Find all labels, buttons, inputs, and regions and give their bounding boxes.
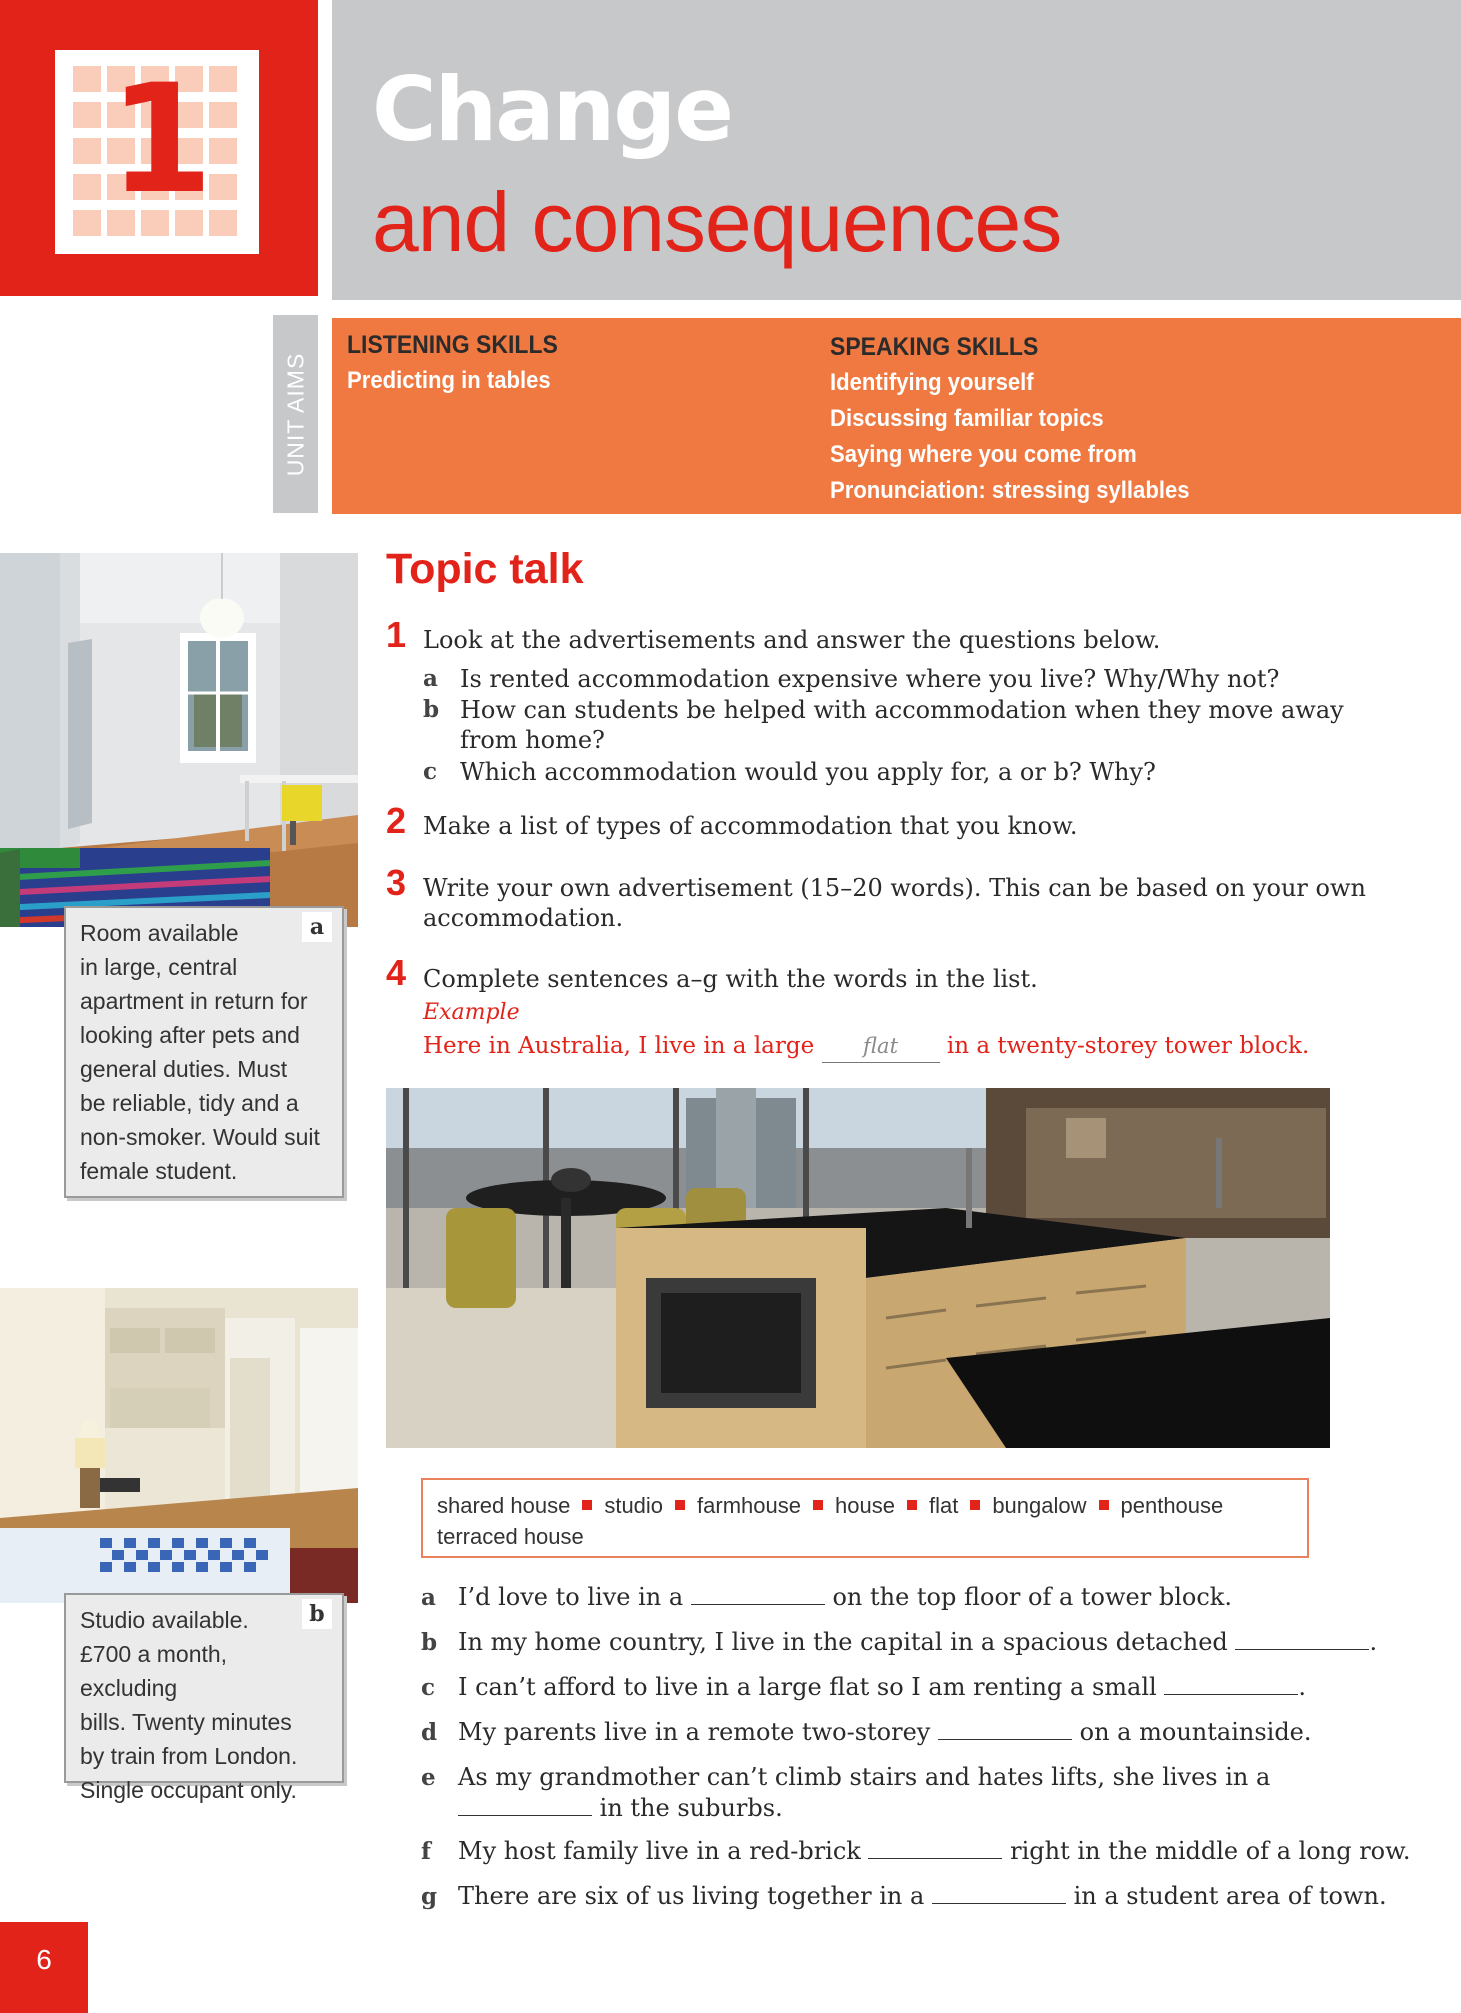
- answer-blank[interactable]: [868, 1840, 1002, 1859]
- bullet-square-icon: [907, 1500, 917, 1510]
- fill-sentence: [458, 1836, 1410, 1867]
- room-photo: [0, 553, 358, 927]
- sentence-after: right in the middle of a long row.: [1010, 1837, 1411, 1865]
- item-letter: a: [423, 665, 438, 692]
- advertisement-a: [64, 906, 344, 1198]
- ad-letter: b: [302, 1599, 332, 1629]
- sentence-after: on a mountainside.: [1079, 1718, 1312, 1746]
- answer-blank[interactable]: [938, 1721, 1072, 1740]
- listening-item: Predicting in tables: [347, 367, 551, 394]
- speaking-item: Discussing familiar topics: [830, 405, 1104, 432]
- word-item: penthouse: [1120, 1493, 1224, 1518]
- answer-blank[interactable]: [932, 1885, 1066, 1904]
- ad-line: Single occupant only.: [80, 1777, 297, 1803]
- fill-sentence: [458, 1881, 1387, 1912]
- sentence-before: In my home country, I live in the capital in a spacious detached: [458, 1628, 1228, 1656]
- example-after: in a twenty-storey tower block.: [946, 1033, 1310, 1059]
- ad-line: bills. Twenty minutes: [80, 1709, 292, 1735]
- example-answer: flat: [822, 1034, 940, 1063]
- word-item: flat: [928, 1493, 959, 1518]
- speaking-item: Identifying yourself: [830, 369, 1034, 396]
- question-text: Which accommodation would you apply for, a or b? Why?: [460, 758, 1156, 786]
- exercise-instruction: Make a list of types of accommodation that you know.: [423, 812, 1078, 840]
- sentence-before: My parents live in a remote two-storey: [458, 1718, 931, 1746]
- fill-sentence: [458, 1627, 1377, 1658]
- word-list-box: [421, 1478, 1309, 1558]
- sentence-before: There are six of us living together in a: [458, 1882, 925, 1910]
- answer-blank[interactable]: [1164, 1676, 1298, 1695]
- ad-line: apartment in return for: [80, 988, 308, 1014]
- kitchen-photo: [386, 1088, 1330, 1448]
- fill-sentence: [458, 1717, 1312, 1748]
- exercise-instruction: Write your own advertisement (15–20 words). This can be based on your own: [423, 874, 1366, 902]
- item-letter: c: [421, 1674, 436, 1701]
- ad-line: be reliable, tidy and a: [80, 1090, 299, 1116]
- unit-aims-label-wrap: [273, 315, 318, 513]
- ad-line: £700 a month, excluding: [80, 1641, 228, 1701]
- word-item: bungalow: [992, 1493, 1087, 1518]
- sentence-after: in a student area of town.: [1073, 1882, 1387, 1910]
- sentence-before: My host family live in a red-brick: [458, 1837, 861, 1865]
- example-before: Here in Australia, I live in a large: [423, 1033, 815, 1059]
- fill-sentence: [458, 1582, 1232, 1613]
- answer-blank[interactable]: [458, 1797, 592, 1816]
- speaking-heading: SPEAKING SKILLS: [830, 333, 1039, 361]
- bullet-square-icon: [813, 1500, 823, 1510]
- exercise-number: 3: [386, 862, 407, 903]
- sentence-before: As my grandmother can’t climb stairs and hates lifts, she lives in a: [458, 1763, 1271, 1791]
- item-letter: f: [421, 1838, 431, 1865]
- word-item: terraced house: [437, 1524, 584, 1549]
- answer-blank[interactable]: [691, 1586, 825, 1605]
- exercise-number: 4: [386, 952, 407, 993]
- sentence-after: in the suburbs.: [599, 1794, 783, 1822]
- word-item: farmhouse: [697, 1493, 801, 1518]
- ad-line: Studio available.: [80, 1607, 249, 1633]
- word-item: house: [835, 1493, 895, 1518]
- exercise-instruction: Complete sentences a–g with the words in the list.: [423, 965, 1038, 993]
- question-text: from home?: [460, 726, 605, 754]
- section-heading: Topic talk: [386, 545, 584, 593]
- listening-heading: LISTENING SKILLS: [347, 331, 558, 359]
- exercise-number: 1: [386, 614, 407, 655]
- ad-line: general duties. Must: [80, 1056, 288, 1082]
- item-letter: e: [421, 1764, 436, 1791]
- ad-line: looking after pets and: [80, 1022, 300, 1048]
- exercise-instruction: Look at the advertisements and answer the questions below.: [423, 626, 1161, 654]
- question-text: Is rented accommodation expensive where you live? Why/Why not?: [460, 665, 1280, 693]
- question-text: How can students be helped with accommodation when they move away: [460, 696, 1344, 724]
- speaking-item: Pronunciation: stressing syllables: [830, 477, 1190, 504]
- example-sentence: [423, 1033, 1309, 1063]
- word-item: studio: [604, 1493, 664, 1518]
- ad-letter: a: [302, 912, 332, 942]
- speaking-item: Saying where you come from: [830, 441, 1137, 468]
- ad-line: by train from London.: [80, 1743, 298, 1769]
- page-number: 6: [36, 1944, 52, 1975]
- listening-skills: [347, 327, 558, 399]
- unit-aims-label: UNIT AIMS: [282, 352, 309, 476]
- sentence-after: .: [1369, 1628, 1378, 1656]
- item-letter: d: [421, 1719, 438, 1746]
- fill-sentence: [458, 1762, 1318, 1824]
- bullet-square-icon: [582, 1500, 592, 1510]
- sentence-before: I’d love to live in a: [458, 1583, 684, 1611]
- sentence-after: .: [1298, 1673, 1306, 1701]
- ad-line: non-smoker. Would suit: [80, 1124, 320, 1150]
- item-letter: a: [421, 1584, 436, 1611]
- exercise-instruction: accommodation.: [423, 904, 624, 932]
- item-letter: g: [421, 1883, 438, 1910]
- item-letter: b: [421, 1629, 438, 1656]
- exercise-number: 2: [386, 800, 407, 841]
- speaking-skills: [830, 329, 1190, 509]
- bullet-square-icon: [970, 1500, 980, 1510]
- answer-blank[interactable]: [1235, 1631, 1369, 1650]
- item-letter: c: [423, 758, 438, 785]
- bullet-square-icon: [675, 1500, 685, 1510]
- unit-subtitle: and consequences: [372, 175, 1062, 269]
- fill-sentence: [458, 1672, 1306, 1703]
- item-letter: b: [423, 696, 440, 723]
- ad-line: Room available: [80, 920, 239, 946]
- sentence-before: I can’t afford to live in a large flat so I am renting a small: [458, 1673, 1157, 1701]
- word-item: shared house: [437, 1493, 571, 1518]
- ad-line: in large, central: [80, 954, 238, 980]
- bullet-square-icon: [1099, 1500, 1109, 1510]
- unit-title: Change: [372, 58, 732, 161]
- unit-number: 1: [108, 53, 210, 227]
- advertisement-b: [64, 1593, 344, 1803]
- ad-line: female student.: [80, 1158, 238, 1184]
- sentence-after: on the top floor of a tower block.: [832, 1583, 1232, 1611]
- studio-photo: [0, 1288, 358, 1603]
- example-label: Example: [423, 1000, 520, 1025]
